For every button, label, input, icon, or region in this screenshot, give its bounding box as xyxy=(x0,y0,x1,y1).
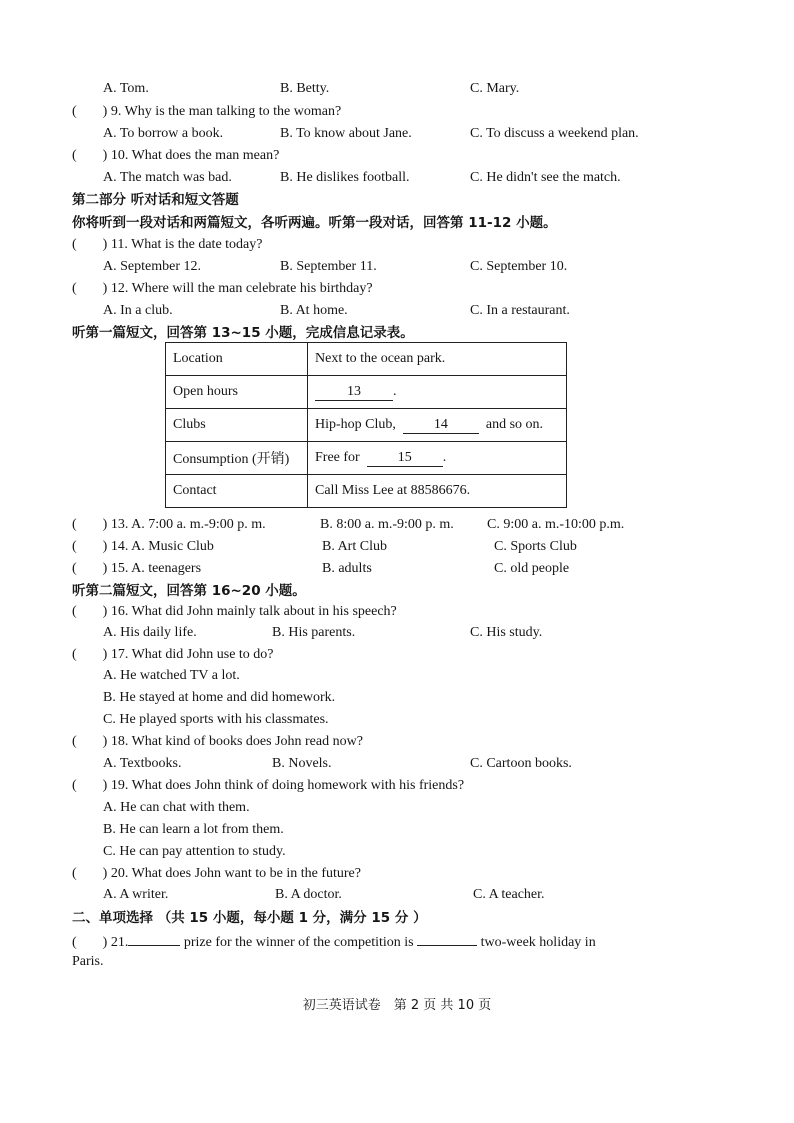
part2-instructions: 你将听到一段对话和两篇短文，各听两遍。听第一段对话，回答第 11-12 小题。 xyxy=(72,215,557,231)
blank-21a[interactable] xyxy=(128,931,180,946)
q20-stem: ( ) 20. What does John want to be in the future? xyxy=(72,866,361,881)
info-record-table xyxy=(165,342,567,508)
q13-option-c: C. 9:00 a. m.-10:00 p.m. xyxy=(487,517,625,532)
q9-option-a: A. To borrow a book. xyxy=(103,126,224,141)
q18-option-a: A. Textbooks. xyxy=(103,756,182,771)
q21-stem: ( ) 21. prize for the winner of the competition is two-week holiday in xyxy=(72,931,596,952)
q18-option-b: B. Novels. xyxy=(272,756,332,771)
blank-15[interactable]: 15 xyxy=(367,450,443,467)
q17-stem: ( ) 17. What did John use to do? xyxy=(72,647,274,662)
table-value: Free for 15 . xyxy=(308,442,567,475)
q13-option-b: B. 8:00 a. m.-9:00 p. m. xyxy=(320,517,454,532)
q15-option-b: B. adults xyxy=(322,561,372,576)
table-value: 13 . xyxy=(308,376,567,409)
q9-option-b: B. To know about Jane. xyxy=(280,126,412,141)
q19-option-b: B. He can learn a lot from them. xyxy=(103,822,284,837)
table-key: Open hours xyxy=(166,376,308,409)
table-key: Contact xyxy=(166,475,308,508)
q20-option-a: A. A writer. xyxy=(103,887,169,902)
q16-stem: ( ) 16. What did John mainly talk about in his speech? xyxy=(72,604,397,619)
q20-option-c: C. A teacher. xyxy=(473,887,545,902)
table-key: Clubs xyxy=(166,409,308,442)
table-row xyxy=(166,475,567,508)
q11-option-c: C. September 10. xyxy=(470,259,568,274)
q21-line2: Paris. xyxy=(72,954,104,969)
table-row xyxy=(166,343,567,376)
q19-stem: ( ) 19. What does John think of doing homework with his friends? xyxy=(72,778,465,793)
table-key: Consumption (开销) xyxy=(166,442,308,475)
q20-option-b: B. A doctor. xyxy=(275,887,342,902)
q13-stem: ( ) 13. A. 7:00 a. m.-9:00 p. m. xyxy=(72,517,266,532)
q14-stem: ( ) 14. A. Music Club xyxy=(72,539,214,554)
q18-stem: ( ) 18. What kind of books does John read now? xyxy=(72,734,363,749)
q15-option-c: C. old people xyxy=(494,561,570,576)
section2-title: 二、单项选择 （共 15 小题，每小题 1 分，满分 15 分 ） xyxy=(72,910,427,926)
q12-option-b: B. At home. xyxy=(280,303,348,318)
q10-stem: ( ) 10. What does the man mean? xyxy=(72,148,280,163)
q14-option-b: B. Art Club xyxy=(322,539,387,554)
q11-option-a: A. September 12. xyxy=(103,259,201,274)
q17-option-b: B. He stayed at home and did homework. xyxy=(103,690,336,705)
q16-option-a: A. His daily life. xyxy=(103,625,197,640)
q11-stem: ( ) 11. What is the date today? xyxy=(72,237,263,252)
q12-stem: ( ) 12. Where will the man celebrate his birthday? xyxy=(72,281,373,296)
table-key: Location xyxy=(166,343,308,376)
blank-21b[interactable] xyxy=(417,931,477,946)
table-row xyxy=(166,376,567,409)
q18-option-c: C. Cartoon books. xyxy=(470,756,572,771)
table-value: Next to the ocean park. xyxy=(308,343,567,376)
table-value: Hip-hop Club, 14 and so on. xyxy=(308,409,567,442)
table-value: Call Miss Lee at 88586676. xyxy=(308,475,567,508)
q17-option-a: A. He watched TV a lot. xyxy=(103,668,240,683)
q17-option-c: C. He played sports with his classmates. xyxy=(103,712,329,727)
passage2-instructions: 听第二篇短文，回答第 16~20 小题。 xyxy=(72,583,306,599)
q9-option-c: C. To discuss a weekend plan. xyxy=(470,126,639,141)
q8-option-c: C. Mary. xyxy=(470,81,520,96)
passage1-instructions: 听第一篇短文，回答第 13~15 小题，完成信息记录表。 xyxy=(72,325,414,341)
q8-option-b: B. Betty. xyxy=(280,81,330,96)
page-footer: 初三英语试卷 第 2 页 共 10 页 xyxy=(302,998,492,1013)
q10-option-b: B. He dislikes football. xyxy=(280,170,410,185)
q16-option-c: C. His study. xyxy=(470,625,543,640)
table-row xyxy=(166,409,567,442)
q19-option-a: A. He can chat with them. xyxy=(103,800,250,815)
q16-option-b: B. His parents. xyxy=(272,625,356,640)
q12-option-a: A. In a club. xyxy=(103,303,173,318)
q11-option-b: B. September 11. xyxy=(280,259,377,274)
q14-option-c: C. Sports Club xyxy=(494,539,577,554)
q10-option-a: A. The match was bad. xyxy=(103,170,232,185)
q12-option-c: C. In a restaurant. xyxy=(470,303,570,318)
q9-stem: ( ) 9. Why is the man talking to the woman? xyxy=(72,104,342,119)
blank-14[interactable]: 14 xyxy=(403,417,479,434)
blank-13[interactable]: 13 xyxy=(315,384,393,401)
table-row xyxy=(166,442,567,475)
q15-stem: ( ) 15. A. teenagers xyxy=(72,561,202,576)
part2-title: 第二部分 听对话和短文答题 xyxy=(72,192,239,208)
q10-option-c: C. He didn't see the match. xyxy=(470,170,621,185)
q8-option-a: A. Tom. xyxy=(103,81,149,96)
q19-option-c: C. He can pay attention to study. xyxy=(103,844,286,859)
